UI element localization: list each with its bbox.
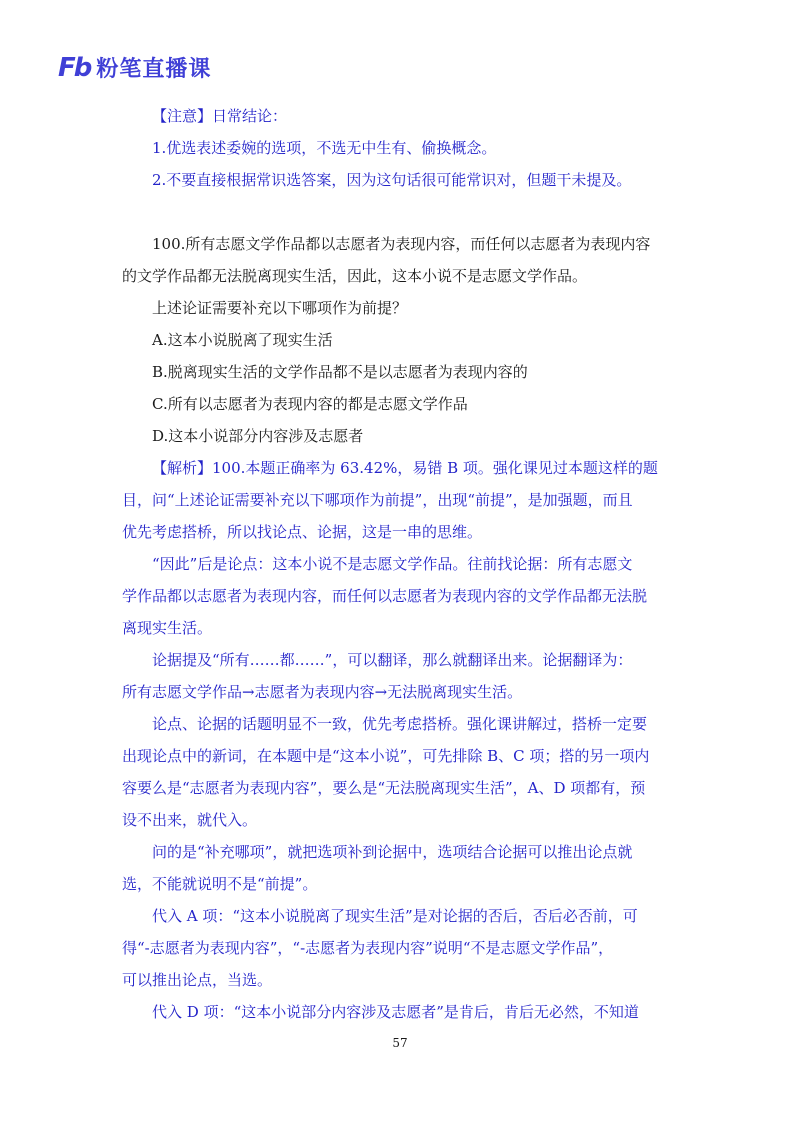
analysis-line: 学作品都以志愿者为表现内容，而任何以志愿者为表现内容的文学作品都无法脱: [122, 587, 648, 605]
analysis-line: 出现论点中的新词，在本题中是“这本小说”，可先排除 B、C 项；搭的另一项内: [122, 747, 650, 765]
option-b: B.脱离现实生活的文学作品都不是以志愿者为表现内容的: [152, 363, 528, 381]
analysis-line: 得“-志愿者为表现内容”，“-志愿者为表现内容”说明“不是志愿文学作品”，: [122, 939, 614, 957]
option-a: A.这本小说脱离了现实生活: [152, 331, 333, 349]
analysis-line: 所有志愿文学作品→志愿者为表现内容→无法脱离现实生活。: [122, 683, 523, 701]
note-title: 【注意】日常结论：: [152, 107, 288, 125]
analysis-line: 容要么是“志愿者为表现内容”，要么是“无法脱离现实生活”，A、D 项都有，预: [122, 779, 646, 797]
analysis-line: 论据提及“所有……都……”，可以翻译，那么就翻译出来。论据翻译为：: [152, 651, 633, 669]
analysis-line: 【解析】100.本题正确率为 63.42%，易错 B 项。强化课见过本题这样的题: [152, 459, 658, 477]
option-d: D.这本小说部分内容涉及志愿者: [152, 427, 364, 445]
analysis-section: [122, 452, 682, 1028]
document-body: [122, 100, 682, 1028]
page-number: 57: [392, 1036, 408, 1050]
analysis-line: 可以推出论点，当选。: [122, 971, 273, 989]
note-item-1: 1.优选表述委婉的选项，不选无中生有、偷换概念。: [152, 139, 497, 157]
fb-logo-mark: Fb: [58, 52, 91, 83]
analysis-line: 代入 A 项：“这本小说脱离了现实生活”是对论据的否后，否后必否前，可: [152, 907, 638, 925]
analysis-line: 离现实生活。: [122, 619, 213, 637]
question-prompt: 上述论证需要补充以下哪项作为前提？: [152, 299, 408, 317]
analysis-line: 论点、论据的话题明显不一致，优先考虑搭桥。强化课讲解过，搭桥一定要: [152, 715, 648, 733]
brand-name: 粉笔直播课: [96, 57, 212, 82]
analysis-line: 问的是“补充哪项”，就把选项补到论据中，选项结合论据可以推出论点就: [152, 843, 633, 861]
option-c: C.所有以志愿者为表现内容的都是志愿文学作品: [152, 395, 468, 413]
analysis-line: 选，不能就说明不是“前提”。: [122, 875, 318, 893]
analysis-line: 优先考虑搭桥，所以找论点、论据，这是一串的思维。: [122, 523, 483, 541]
note-item-2: 2.不要直接根据常识选答案，因为这句话很可能常识对，但题干未提及。: [152, 171, 632, 189]
brand-logo: [58, 52, 211, 83]
question-stem-line-1: 100.所有志愿文学作品都以志愿者为表现内容，而任何以志愿者为表现内容: [152, 235, 651, 253]
analysis-line: 设不出来，就代入。: [122, 811, 258, 829]
analysis-line: “因此”后是论点：这本小说不是志愿文学作品。往前找论据：所有志愿文: [152, 555, 633, 573]
question-stem-line-2: 的文学作品都无法脱离现实生活，因此，这本小说不是志愿文学作品。: [122, 267, 588, 285]
analysis-line: 目，问“上述论证需要补充以下哪项作为前提”，出现“前提”，是加强题，而且: [122, 491, 633, 509]
analysis-line: 代入 D 项：“这本小说部分内容涉及志愿者”是肯后，肯后无必然，不知道: [152, 1003, 639, 1021]
